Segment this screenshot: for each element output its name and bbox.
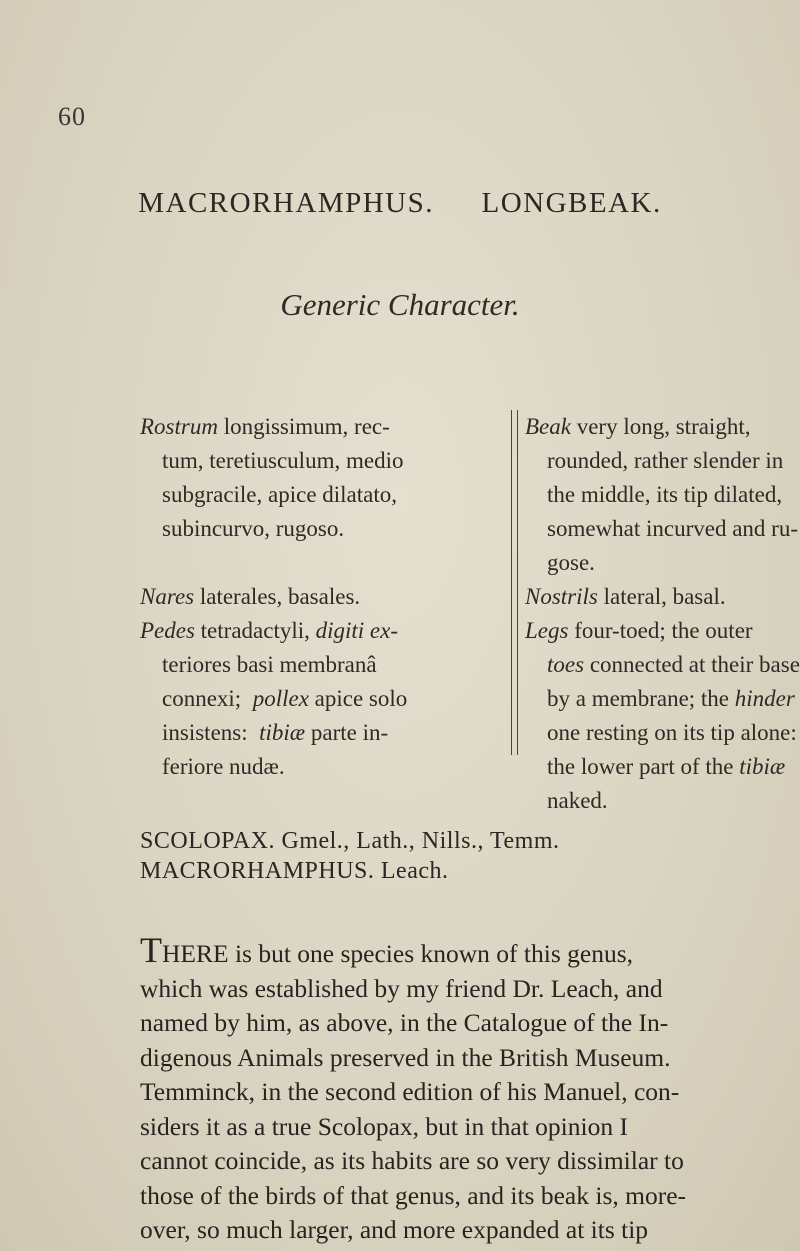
english-line: toes: [547, 652, 585, 677]
latin-line: subincurvo, rugoso.: [162, 516, 345, 541]
latin-line: digiti ex-: [315, 618, 399, 643]
latin-line: teriores basi membranâ: [162, 652, 377, 677]
latin-line: tibiæ: [259, 720, 306, 745]
body-line: cannot coincide, as its habits are so very dissimilar to: [140, 1146, 684, 1175]
english-line: lateral, basal.: [603, 584, 726, 609]
english-term: Legs: [525, 618, 569, 643]
english-entry-nostrils: [525, 580, 800, 614]
latin-term: Pedes: [140, 618, 195, 643]
section-subtitle: Generic Character.: [280, 287, 520, 322]
body-line: Temminck, in the second edition of his Manuel, con-: [140, 1077, 680, 1106]
synonymy-block: [140, 826, 560, 886]
latin-term: Rostrum: [140, 414, 218, 439]
synonymy-line: MACRORHAMPHUS. Leach.: [140, 858, 449, 884]
latin-line: pollex: [252, 686, 309, 711]
body-line: siders it as a true Scolopax, but in that opinion I: [140, 1111, 628, 1141]
body-line-text: HERE is but one species known of this genus,: [162, 939, 633, 968]
latin-line: parte in-: [310, 720, 389, 745]
english-entry-legs: [525, 614, 800, 818]
english-line: very long, straight,: [576, 414, 751, 439]
english-line: somewhat incurved and ru-: [547, 516, 799, 541]
english-character-column: [525, 410, 800, 818]
latin-term: Nares: [140, 584, 195, 609]
latin-line: subgracile, apice dilatato,: [162, 482, 398, 507]
synonymy-line: SCOLOPAX. Gmel., Lath., Nills., Temm.: [140, 828, 560, 854]
english-line: by a membrane; the: [547, 686, 730, 711]
english-line: connected at their base: [589, 652, 800, 677]
latin-entry-rostrum: [140, 410, 505, 546]
genus-title: [0, 187, 800, 220]
latin-line: insistens:: [162, 720, 248, 745]
english-line: rounded, rather slender in: [547, 448, 784, 473]
english-term: Beak: [525, 414, 571, 439]
genus-title-english: LONGBEAK.: [481, 187, 662, 219]
english-term: Nostrils: [525, 584, 598, 609]
latin-line: laterales, basales.: [199, 584, 361, 609]
body-line: those of the birds of that genus, and its beak is, more-: [140, 1180, 687, 1210]
page-number: 60: [58, 102, 86, 131]
english-line: one resting on its tip alone:: [547, 720, 797, 745]
latin-character-column: [140, 410, 505, 784]
body-line: digenous Animals preserved in the British Museum.: [140, 1042, 671, 1072]
english-entry-beak: [525, 410, 800, 580]
english-line: four-toed; the outer: [574, 618, 753, 643]
body-line: [140, 930, 780, 972]
english-line: the middle, its tip dilated,: [547, 482, 783, 507]
latin-line: tum, teretiusculum, medio: [162, 448, 404, 473]
english-line: tibiæ: [739, 754, 786, 779]
english-line: the lower part of the: [547, 754, 734, 779]
latin-line: feriore nudæ.: [162, 754, 285, 779]
latin-line: apice solo: [314, 686, 408, 711]
english-line: hinder: [734, 686, 795, 711]
drop-cap: T: [140, 930, 162, 970]
body-line: which was established by my friend Dr. Leach, and: [140, 973, 663, 1003]
body-line: over, so much larger, and more expanded at its tip: [140, 1215, 649, 1244]
body-paragraph: [140, 930, 780, 1248]
genus-title-latin: MACRORHAMPHUS.: [138, 187, 434, 219]
latin-line: tetradactyli,: [200, 618, 310, 643]
body-line: named by him, as above, in the Catalogue of the In-: [140, 1008, 669, 1037]
latin-entry-pedes: [140, 614, 505, 784]
latin-entry-nares: [140, 580, 505, 614]
column-divider: [511, 410, 518, 755]
latin-line: longissimum, rec-: [223, 414, 390, 439]
english-line: gose.: [547, 550, 595, 575]
english-line: naked.: [547, 788, 608, 813]
latin-line: connexi;: [162, 686, 242, 711]
